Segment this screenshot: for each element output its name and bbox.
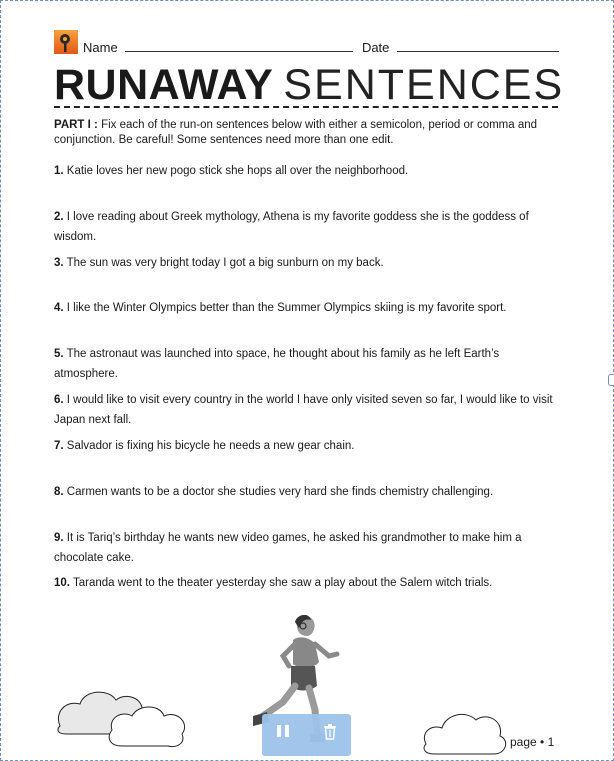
question-5: 5. The astronaut was launched into space, he thought about his family as he left Earth’s atmosphere. (54, 348, 500, 380)
question-7: 7. Salvador is fixing his bicycle he needs a new gear chain. (54, 440, 355, 452)
resize-handle[interactable] (608, 374, 614, 386)
question-4: 4. I like the Winter Olympics better than the Summer Olympics skiing is my favorite sport. (54, 302, 507, 314)
name-date-row (83, 40, 559, 55)
element-toolbar (262, 714, 351, 756)
question-8: 8. Carmen wants to be a doctor she studies very hard she finds chemistry challenging. (54, 486, 494, 498)
date-label: Date (361, 40, 390, 55)
date-field[interactable] (397, 41, 559, 52)
question-2: 2. I love reading about Greek mythology, Athena is my favorite goddess she is the goddess of wisdom. (54, 211, 529, 243)
instructions-part: PART I : (54, 119, 98, 131)
title-thin: SENTENCES (283, 61, 565, 109)
question-9: 9. It is Tariq’s birthday he wants new video games, he asked his grandmother to make him a chocolate cake. (54, 532, 522, 564)
name-label: Name (83, 40, 118, 55)
question-6: 6. I would like to visit every country in the world I have only visited seven so far, I would like to visit Japan next fall. (54, 394, 553, 426)
grid-icon[interactable] (273, 724, 293, 744)
instructions (54, 118, 560, 148)
question-1: 1. Katie loves her new pogo stick she hops all over the neighborhood. (54, 165, 409, 177)
cloud-right-illustration (420, 710, 510, 756)
page-number: page • 1 (510, 735, 555, 749)
cloud-left-illustration (52, 686, 190, 750)
name-field[interactable] (125, 41, 353, 52)
page-title (54, 60, 564, 110)
question-10: 10. Taranda went to the theater yesterday she saw a play about the Salem witch trials. (54, 577, 493, 589)
question-3: 3. The sun was very bright today I got a big sunburn on my back. (54, 257, 384, 269)
trash-icon[interactable] (320, 724, 340, 744)
logo-icon (54, 30, 78, 54)
title-divider (54, 106, 558, 108)
instructions-text: Fix each of the run-on sentences below with either a semicolon, period or comma and conjunction. Be careful! Some sentences need more than one edit. (54, 119, 538, 146)
title-bold: RUNAWAY (54, 61, 274, 109)
